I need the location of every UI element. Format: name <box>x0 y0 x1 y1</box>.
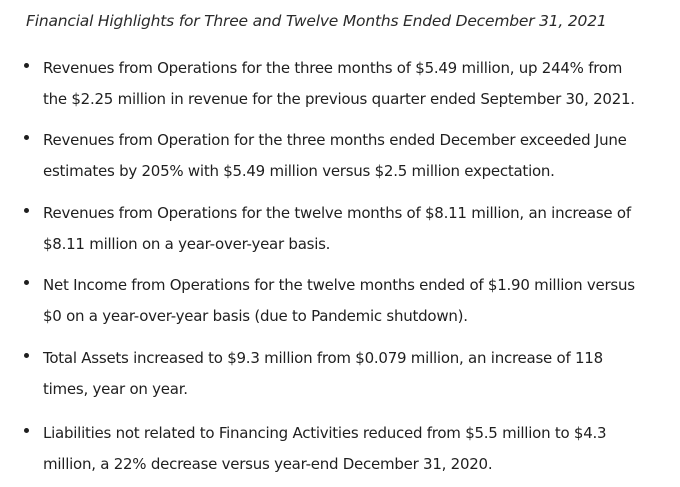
text-line: Revenues from Operations for the twelve months of $8.11 million, an increase of <box>43 204 631 222</box>
text-line: the $2.25 million in revenue for the previous quarter ended September 30, 2021. <box>43 90 635 108</box>
text-line: estimates by 205% with $5.49 million versus $2.5 million expectation. <box>43 162 555 180</box>
bullet-icon <box>24 280 29 285</box>
text-line: Liabilities not related to Financing Activities reduced from $5.5 million to $4.3 <box>43 424 607 442</box>
text-line: $0 on a year-over-year basis (due to Pandemic shutdown). <box>43 307 468 325</box>
highlight-text <box>43 418 606 480</box>
highlight-text <box>43 53 635 115</box>
highlight-text <box>43 270 635 332</box>
highlight-text <box>43 198 631 260</box>
text-line: Net Income from Operations for the twelve months ended of $1.90 million versus <box>43 276 635 294</box>
text-line: $8.11 million on a year-over-year basis. <box>43 235 331 253</box>
bullet-icon <box>24 428 29 433</box>
bullet-icon <box>24 63 29 68</box>
text-line: Revenues from Operations for the three months of $5.49 million, up 244% from <box>43 59 623 77</box>
text-line: Total Assets increased to $9.3 million from $0.079 million, an increase of 118 <box>43 349 603 367</box>
section-heading: Financial Highlights for Three and Twelve Months Ended December 31, 2021 <box>26 12 607 30</box>
highlight-text <box>43 343 603 405</box>
highlight-text <box>43 125 627 187</box>
bullet-icon <box>24 353 29 358</box>
text-line: million, a 22% decrease versus year-end December 31, 2020. <box>43 455 493 473</box>
text-line: Revenues from Operation for the three months ended December exceeded June <box>43 131 627 149</box>
bullet-icon <box>24 208 29 213</box>
bullet-icon <box>24 135 29 140</box>
text-line: times, year on year. <box>43 380 188 398</box>
